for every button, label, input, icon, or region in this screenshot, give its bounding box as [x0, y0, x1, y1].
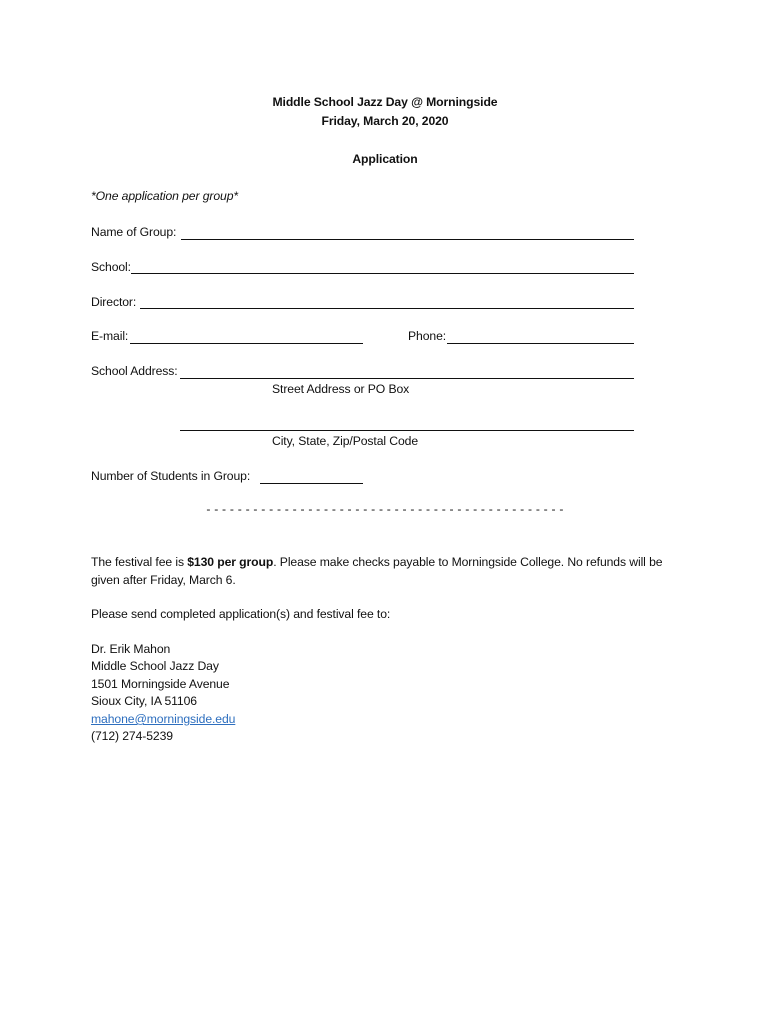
director-field[interactable]	[140, 308, 634, 309]
send-to-text: Please send completed application(s) and festival fee to:	[91, 607, 391, 621]
street-address-field[interactable]	[180, 378, 634, 379]
street-address-caption: Street Address or PO Box	[272, 382, 410, 396]
contact-name: Dr. Erik Mahon	[91, 642, 171, 656]
event-date: Friday, March 20, 2020	[321, 114, 449, 128]
contact-organization: Middle School Jazz Day	[91, 659, 219, 673]
contact-email-link[interactable]: mahone@morningside.edu	[91, 712, 236, 726]
dashed-separator: - - - - - - - - - - - - - - - - - - - - - - - - - - - - - - - - - - - - - - - - - - - - - -	[206, 502, 564, 516]
number-of-students-label: Number of Students in Group:	[91, 469, 251, 483]
school-address-label: School Address:	[91, 364, 178, 378]
fee-prefix: The festival fee is	[91, 555, 188, 569]
contact-phone: (712) 274-5239	[91, 729, 173, 743]
fee-paragraph	[91, 554, 681, 589]
fee-suffix: . Please make checks payable to Morningside College. No refunds will be given after Friday, March 6.	[91, 555, 663, 587]
city-state-zip-caption: City, State, Zip/Postal Code	[272, 434, 418, 448]
school-label: School:	[91, 260, 131, 274]
name-of-group-field[interactable]	[181, 239, 634, 240]
email-field[interactable]	[130, 343, 363, 344]
one-application-note: *One application per group*	[91, 189, 239, 203]
contact-city: Sioux City, IA 51106	[91, 694, 197, 708]
fee-amount: $130 per group	[187, 555, 274, 569]
name-of-group-label: Name of Group:	[91, 225, 177, 239]
school-field[interactable]	[131, 273, 634, 274]
phone-label: Phone:	[408, 329, 447, 343]
phone-field[interactable]	[447, 343, 634, 344]
number-of-students-field[interactable]	[260, 483, 363, 484]
director-label: Director:	[91, 295, 137, 309]
contact-street: 1501 Morningside Avenue	[91, 677, 230, 691]
email-label: E-mail:	[91, 329, 129, 343]
application-heading: Application	[352, 152, 418, 166]
document-title: Middle School Jazz Day @ Morningside	[272, 95, 498, 109]
city-state-zip-field[interactable]	[180, 430, 634, 431]
